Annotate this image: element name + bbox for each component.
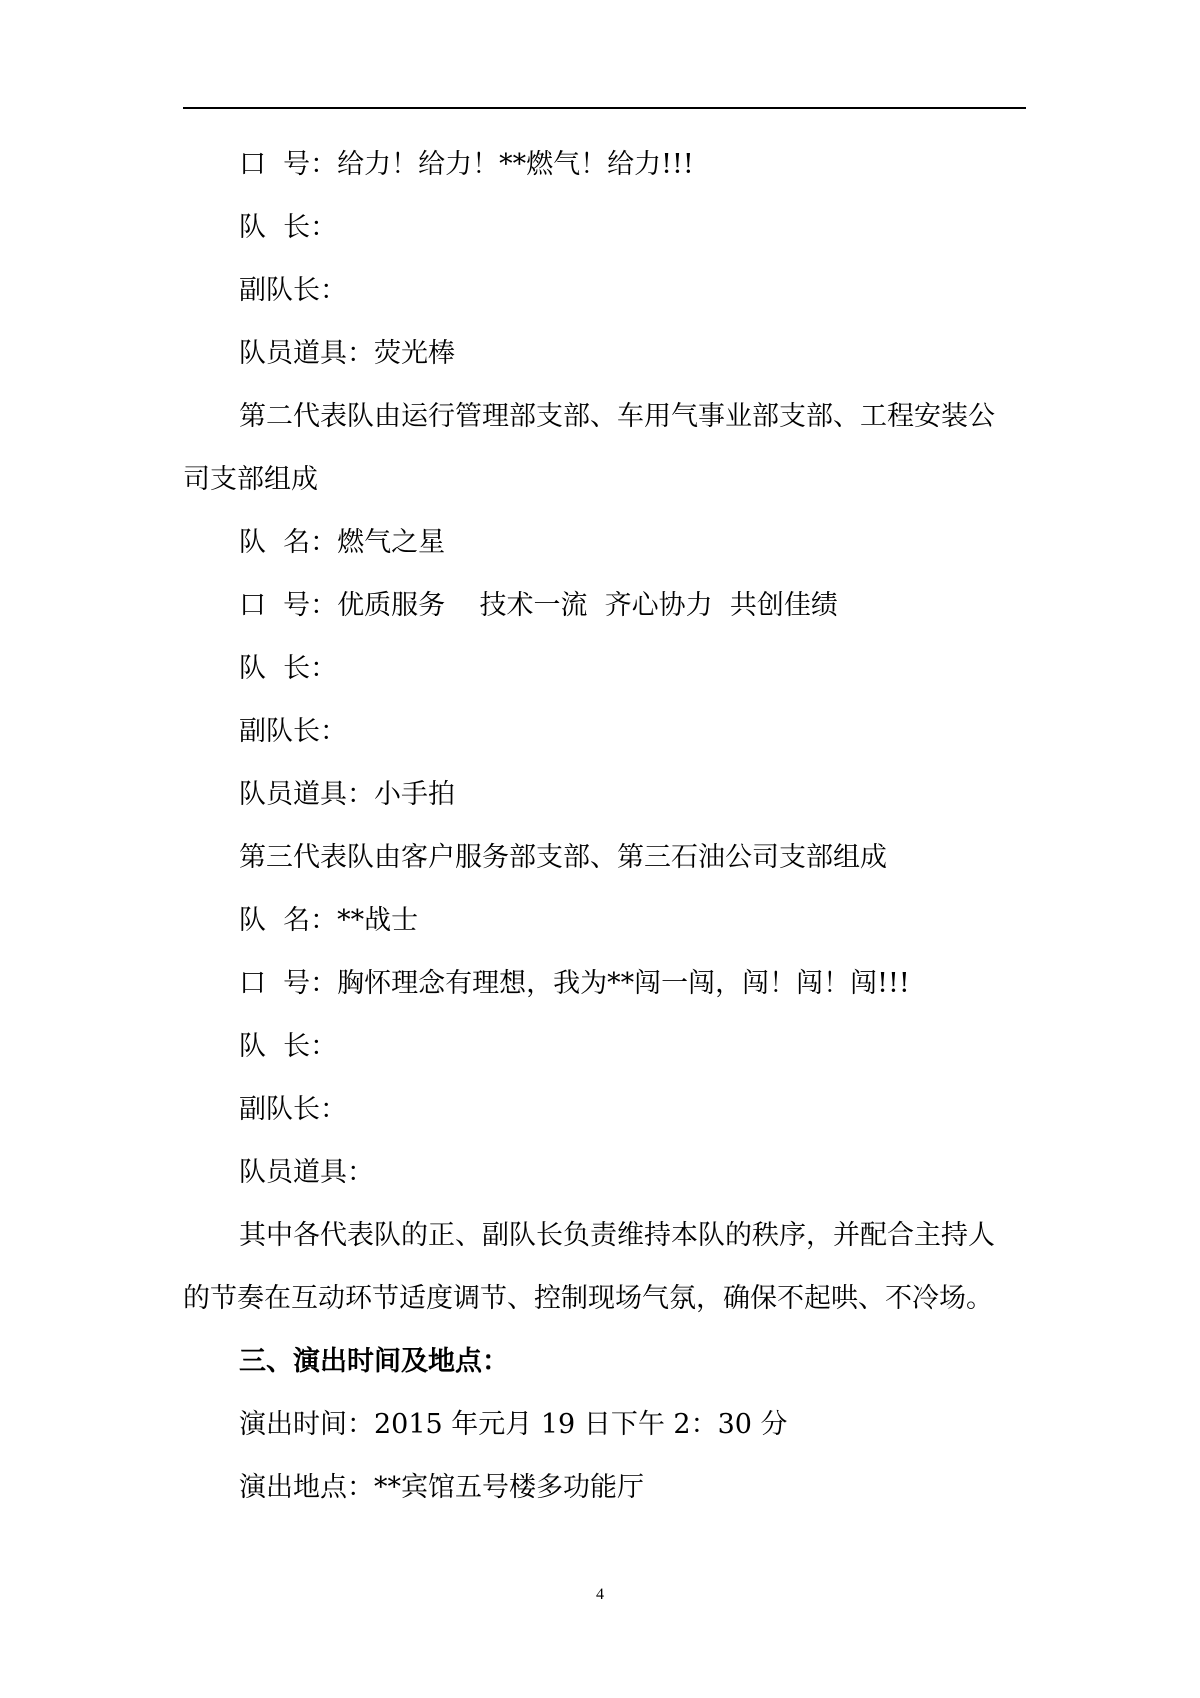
text-line: 队员道具：小手拍 xyxy=(239,779,455,810)
text-line: 队 名：燃气之星 xyxy=(239,527,446,558)
text-line: 第三代表队由客户服务部支部、第三石油公司支部组成 xyxy=(239,842,887,873)
text-line: 队员道具：荧光棒 xyxy=(239,338,455,369)
text-line: 司支部组成 xyxy=(183,464,318,495)
text-line: 队 长： xyxy=(239,653,338,684)
header-rule xyxy=(183,107,1026,109)
text-line: 第二代表队由运行管理部支部、车用气事业部支部、工程安装公 xyxy=(239,401,995,432)
text-line: 队 长： xyxy=(239,1031,338,1062)
text-line: 的节奏在互动环节适度调节、控制现场气氛，确保不起哄、不冷场。 xyxy=(183,1283,993,1314)
text-line: 副队长： xyxy=(239,716,347,747)
text-line: 副队长： xyxy=(239,1094,347,1125)
section-heading: 三、演出时间及地点： xyxy=(239,1346,509,1377)
text-line: 副队长： xyxy=(239,275,347,306)
text-line: 口 号：给力！给力！**燃气！给力!!! xyxy=(239,149,694,180)
text-line: 队 长： xyxy=(239,212,338,243)
text-line: 演出地点：**宾馆五号楼多功能厅 xyxy=(239,1472,644,1503)
text-line: 队 名：**战士 xyxy=(239,905,419,936)
text-line: 队员道具： xyxy=(239,1157,374,1188)
text-line: 口 号：优质服务 技术一流 齐心协力 共创佳绩 xyxy=(239,590,838,621)
text-line: 演出时间：2015 年元月 19 日下午 2：30 分 xyxy=(239,1409,788,1440)
page-number: 4 xyxy=(596,1586,604,1603)
text-line: 其中各代表队的正、副队长负责维持本队的秩序，并配合主持人 xyxy=(239,1220,995,1251)
text-line: 口 号：胸怀理念有理想，我为**闯一闯，闯！闯！闯!!! xyxy=(239,968,910,999)
